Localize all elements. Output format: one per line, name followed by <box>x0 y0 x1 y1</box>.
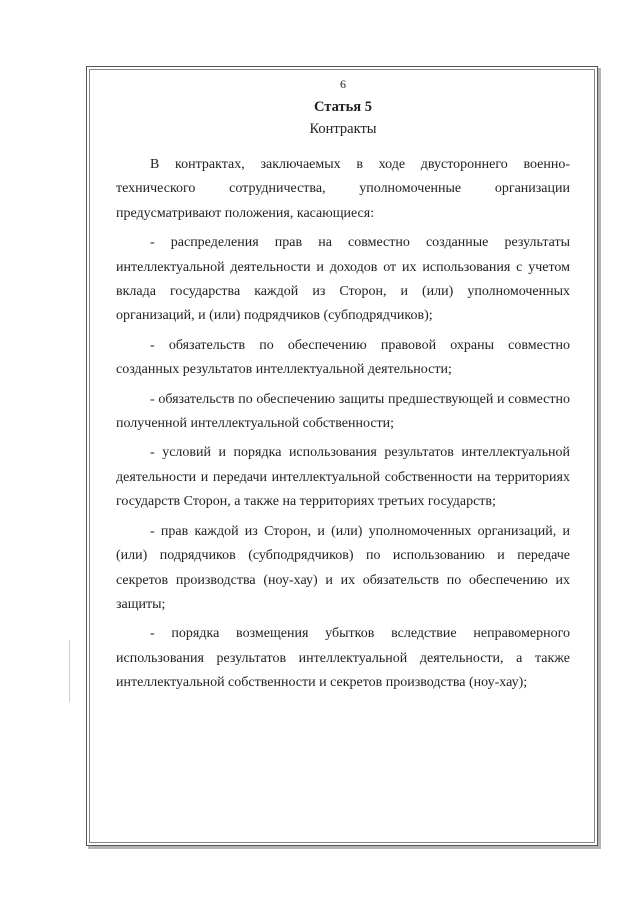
page-number: 6 <box>340 77 346 91</box>
list-item: - обязательств по обеспечению защиты предшествующей и совместно полученной интеллектуальной собственности; <box>116 391 570 432</box>
document-body <box>116 76 570 701</box>
article-number: Статья 5 <box>314 99 372 115</box>
page-border-shadow-right <box>598 68 601 849</box>
list-item: - условий и порядка использования результатов интеллектуальной деятельности и передачи интеллектуальной собственности на территориях государств Сторон, а также на территориях третьих государств; <box>116 445 570 510</box>
scan-artifact <box>69 640 70 702</box>
intro-paragraph: В контрактах, заключаемых в ходе двустороннего военно-технического сотрудничества, уполномоченные организации предусматривают положения, касающиеся: <box>116 157 570 221</box>
list-item: - порядка возмещения убытков вследствие неправомерного использования результатов интеллектуальной деятельности, а также интеллектуальной собственности и секретов производства (ноу-хау); <box>116 626 570 691</box>
list-item: - распределения прав на совместно созданные результаты интеллектуальной деятельности и доходов от их использования с учетом вклада государства каждой из Сторон, и (или) уполномоченных организаций, и (или) подрядчиков (субподрядчиков); <box>116 235 570 324</box>
article-title: Контракты <box>309 121 377 137</box>
list-item: - обязательств по обеспечению правовой охраны совместно созданных результатов интеллектуальной деятельности; <box>116 337 570 378</box>
page-border-shadow-bottom <box>88 846 600 849</box>
list-item: - прав каждой из Сторон, и (или) уполномоченных организаций, и (или) подрядчиков (субподрядчиков) по использованию и передаче секретов производства (ноу-хау) и их обязательств по обеспечению их защиты; <box>116 523 570 612</box>
